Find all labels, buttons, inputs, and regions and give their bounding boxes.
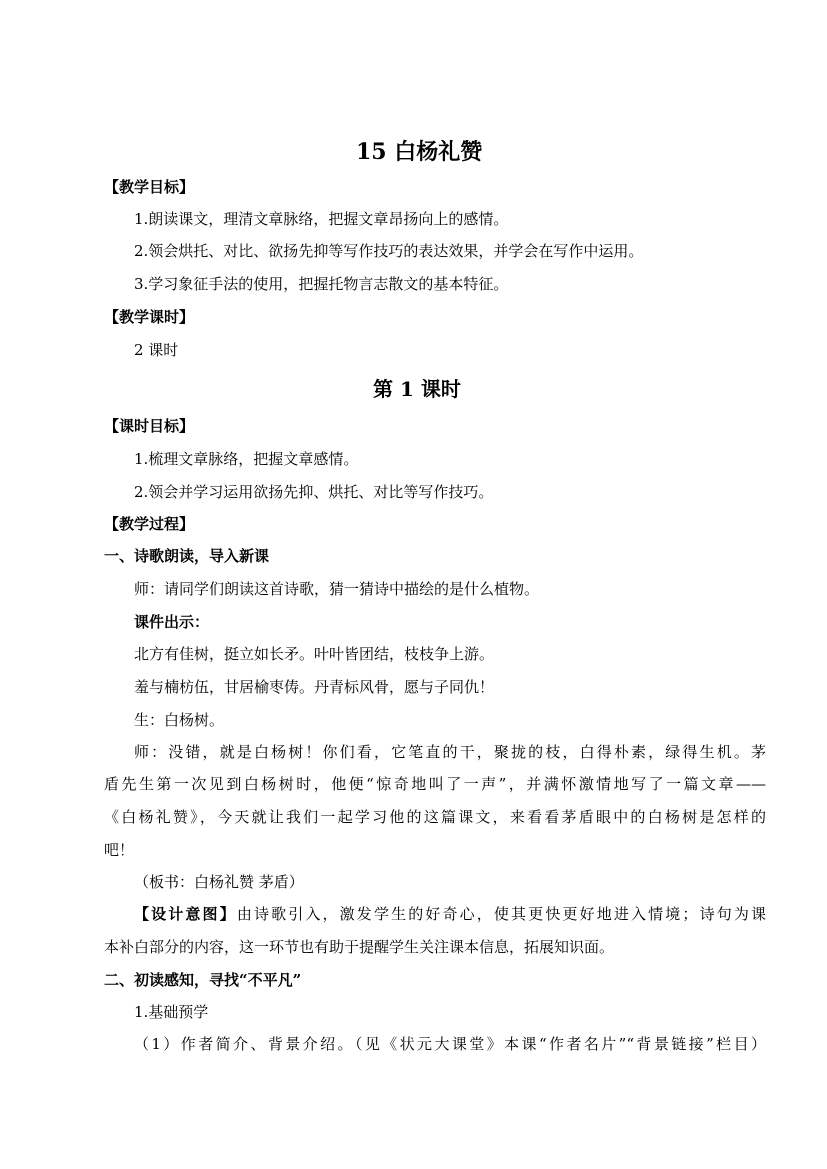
section-1-heading: 一、诗歌朗读，导入新课 bbox=[104, 547, 270, 565]
teacher-paragraph-line-3: 《白杨礼赞》，今天就让我们一起学习他的这篇课文，来看看茅盾眼中的白杨树是怎样的 bbox=[104, 808, 766, 826]
board-note: （板书：白杨礼赞 茅盾） bbox=[134, 873, 304, 891]
teacher-paragraph-line-2: 盾先生第一次见到白杨树时，他便“惊奇地叫了一声”，并满怀激情地写了一篇文章—— bbox=[104, 775, 766, 793]
design-intent-line-2: 本补白部分的内容，这一环节也有助于提醒学生关注课本信息，拓展知识面。 bbox=[104, 938, 615, 956]
design-intent-line-1 bbox=[134, 904, 766, 924]
lesson-goal-2: 2.领会并学习运用欲扬先抑、烘托、对比等写作技巧。 bbox=[134, 483, 494, 501]
poem-line-2: 羞与楠枋伍，甘居榆枣俦。丹青标风骨，愿与子同仇！ bbox=[134, 678, 495, 696]
document-title: 15 白杨礼赞 bbox=[356, 139, 483, 165]
hours-text: 2 课时 bbox=[134, 341, 179, 359]
poem-line-1: 北方有佳树，挺立如长矛。叶叶皆团结，枝枝争上游。 bbox=[134, 645, 495, 663]
heading-hours: 【教学课时】 bbox=[104, 308, 195, 326]
objective-2: 2.领会烘托、对比、欲扬先抑等写作技巧的表达效果，并学会在写作中运用。 bbox=[134, 242, 644, 260]
courseware-label: 课件出示： bbox=[134, 613, 210, 631]
heading-objectives: 【教学目标】 bbox=[104, 178, 195, 196]
heading-lesson-goals: 【课时目标】 bbox=[104, 417, 195, 435]
student-answer: 生：白杨树。 bbox=[134, 711, 225, 729]
teacher-paragraph-line-1: 师：没错，就是白杨树！你们看，它笔直的干，聚拢的枝，白得朴素，绿得生机。茅 bbox=[134, 743, 766, 761]
objective-3: 3.学习象征手法的使用，把握托物言志散文的基本特征。 bbox=[134, 275, 509, 293]
heading-process: 【教学过程】 bbox=[104, 515, 195, 533]
teacher-prompt: 师：请同学们朗读这首诗歌，猜一猜诗中描绘的是什么植物。 bbox=[134, 580, 540, 598]
preview-heading: 1.基础预学 bbox=[134, 1003, 209, 1021]
lesson-goal-1: 1.梳理文章脉络，把握文章感情。 bbox=[134, 450, 359, 468]
lesson-1-heading: 第 1 课时 bbox=[373, 377, 461, 401]
section-2-heading: 二、初读感知，寻找“不平凡” bbox=[104, 971, 302, 989]
design-intent-text-1: 由诗歌引入，激发学生的好奇心，使其更快更好地进入情境；诗句为课 bbox=[236, 905, 766, 923]
design-intent-label: 【设计意图】 bbox=[134, 905, 237, 923]
objective-1: 1.朗读课文，理清文章脉络，把握文章昂扬向上的感情。 bbox=[134, 210, 509, 228]
preview-item-1: （1）作者简介、背景介绍。（见《状元大课堂》本课“作者名片”“背景链接”栏目） bbox=[134, 1035, 766, 1053]
teacher-paragraph-line-4: 吧！ bbox=[104, 841, 135, 859]
